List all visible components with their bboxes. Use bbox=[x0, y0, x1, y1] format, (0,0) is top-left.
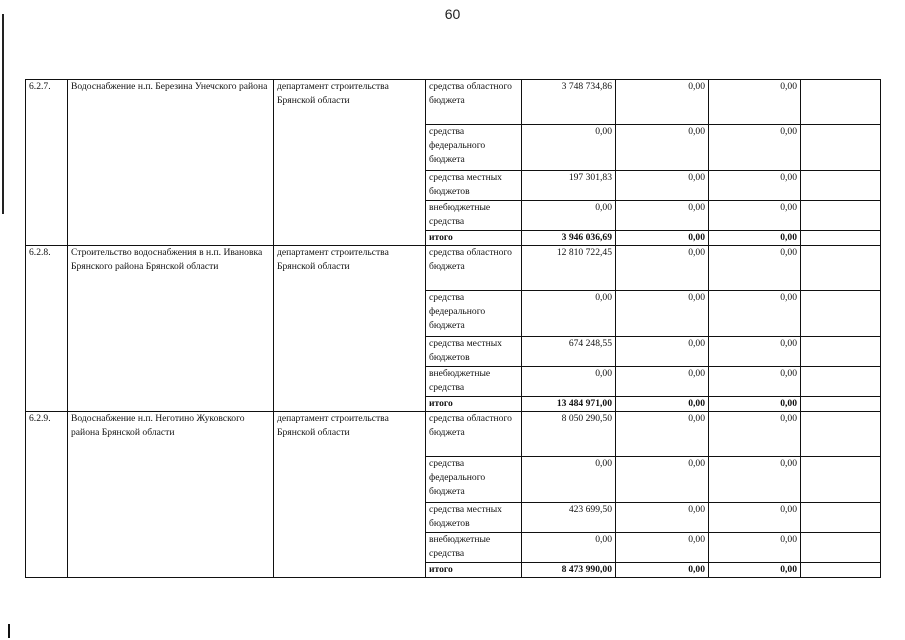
funding-source: средства областного бюджета bbox=[426, 412, 522, 457]
item-executor: департамент строительства Брянской области bbox=[274, 246, 426, 412]
item-executor: департамент строительства Брянской области bbox=[274, 80, 426, 246]
item-code: 6.2.9. bbox=[26, 412, 68, 578]
funding-source: средства федерального бюджета bbox=[426, 457, 522, 503]
scan-mark bbox=[8, 624, 10, 638]
funding-table bbox=[25, 79, 881, 578]
amount-col3: 0,00 bbox=[709, 80, 801, 125]
amount-col2: 0,00 bbox=[616, 171, 709, 201]
amount-col2: 0,00 bbox=[616, 125, 709, 171]
funding-source: средства областного бюджета bbox=[426, 246, 522, 291]
amount-col2: 0,00 bbox=[616, 563, 709, 578]
total-label: итого bbox=[426, 563, 522, 578]
amount-col2: 0,00 bbox=[616, 291, 709, 337]
total-label: итого bbox=[426, 231, 522, 246]
amount-col3: 0,00 bbox=[709, 367, 801, 397]
amount-col1: 8 473 990,00 bbox=[522, 563, 616, 578]
amount-col3: 0,00 bbox=[709, 291, 801, 337]
amount-col3: 0,00 bbox=[709, 125, 801, 171]
amount-col1: 3 946 036,69 bbox=[522, 231, 616, 246]
amount-col2: 0,00 bbox=[616, 397, 709, 412]
page-number: 60 bbox=[444, 6, 461, 22]
table-body bbox=[26, 80, 881, 578]
amount-col2: 0,00 bbox=[616, 337, 709, 367]
empty-col bbox=[801, 503, 881, 533]
amount-col1: 0,00 bbox=[522, 201, 616, 231]
empty-col bbox=[801, 171, 881, 201]
amount-col2: 0,00 bbox=[616, 412, 709, 457]
empty-col bbox=[801, 367, 881, 397]
amount-col3: 0,00 bbox=[709, 533, 801, 563]
amount-col2: 0,00 bbox=[616, 503, 709, 533]
item-name: Водоснабжение н.п. Березина Унечского района bbox=[68, 80, 274, 246]
total-label: итого bbox=[426, 397, 522, 412]
empty-col bbox=[801, 291, 881, 337]
funding-source: средства федерального бюджета bbox=[426, 291, 522, 337]
funding-source: средства областного бюджета bbox=[426, 80, 522, 125]
amount-col3: 0,00 bbox=[709, 246, 801, 291]
amount-col1: 423 699,50 bbox=[522, 503, 616, 533]
amount-col1: 0,00 bbox=[522, 291, 616, 337]
amount-col2: 0,00 bbox=[616, 246, 709, 291]
amount-col2: 0,00 bbox=[616, 533, 709, 563]
item-name: Водоснабжение н.п. Неготино Жуковского района Брянской области bbox=[68, 412, 274, 578]
funding-source: средства местных бюджетов bbox=[426, 503, 522, 533]
amount-col3: 0,00 bbox=[709, 563, 801, 578]
funding-source: средства местных бюджетов bbox=[426, 171, 522, 201]
amount-col3: 0,00 bbox=[709, 457, 801, 503]
funding-source: средства федерального бюджета bbox=[426, 125, 522, 171]
item-name: Строительство водоснабжения в н.п. Ивановка Брянского района Брянской области bbox=[68, 246, 274, 412]
amount-col1: 0,00 bbox=[522, 367, 616, 397]
funding-source: внебюджетные средства bbox=[426, 367, 522, 397]
empty-col bbox=[801, 397, 881, 412]
amount-col1: 12 810 722,45 bbox=[522, 246, 616, 291]
funding-source: средства местных бюджетов bbox=[426, 337, 522, 367]
empty-col bbox=[801, 246, 881, 291]
amount-col3: 0,00 bbox=[709, 337, 801, 367]
amount-col2: 0,00 bbox=[616, 457, 709, 503]
amount-col1: 0,00 bbox=[522, 125, 616, 171]
empty-col bbox=[801, 80, 881, 125]
amount-col1: 13 484 971,00 bbox=[522, 397, 616, 412]
empty-col bbox=[801, 533, 881, 563]
empty-col bbox=[801, 201, 881, 231]
amount-col2: 0,00 bbox=[616, 201, 709, 231]
table-row bbox=[26, 246, 881, 291]
amount-col1: 0,00 bbox=[522, 533, 616, 563]
funding-source: внебюджетные средства bbox=[426, 533, 522, 563]
amount-col3: 0,00 bbox=[709, 397, 801, 412]
amount-col3: 0,00 bbox=[709, 231, 801, 246]
amount-col2: 0,00 bbox=[616, 367, 709, 397]
table-row bbox=[26, 412, 881, 457]
table-row bbox=[26, 80, 881, 125]
amount-col1: 0,00 bbox=[522, 457, 616, 503]
amount-col1: 674 248,55 bbox=[522, 337, 616, 367]
item-code: 6.2.7. bbox=[26, 80, 68, 246]
empty-col bbox=[801, 457, 881, 503]
empty-col bbox=[801, 125, 881, 171]
amount-col3: 0,00 bbox=[709, 201, 801, 231]
amount-col3: 0,00 bbox=[709, 412, 801, 457]
amount-col1: 8 050 290,50 bbox=[522, 412, 616, 457]
item-code: 6.2.8. bbox=[26, 246, 68, 412]
empty-col bbox=[801, 563, 881, 578]
page-edge-rule bbox=[2, 14, 4, 214]
amount-col2: 0,00 bbox=[616, 80, 709, 125]
empty-col bbox=[801, 337, 881, 367]
empty-col bbox=[801, 231, 881, 246]
item-executor: департамент строительства Брянской области bbox=[274, 412, 426, 578]
empty-col bbox=[801, 412, 881, 457]
funding-source: внебюджетные средства bbox=[426, 201, 522, 231]
amount-col2: 0,00 bbox=[616, 231, 709, 246]
amount-col1: 197 301,83 bbox=[522, 171, 616, 201]
amount-col3: 0,00 bbox=[709, 503, 801, 533]
amount-col3: 0,00 bbox=[709, 171, 801, 201]
amount-col1: 3 748 734,86 bbox=[522, 80, 616, 125]
